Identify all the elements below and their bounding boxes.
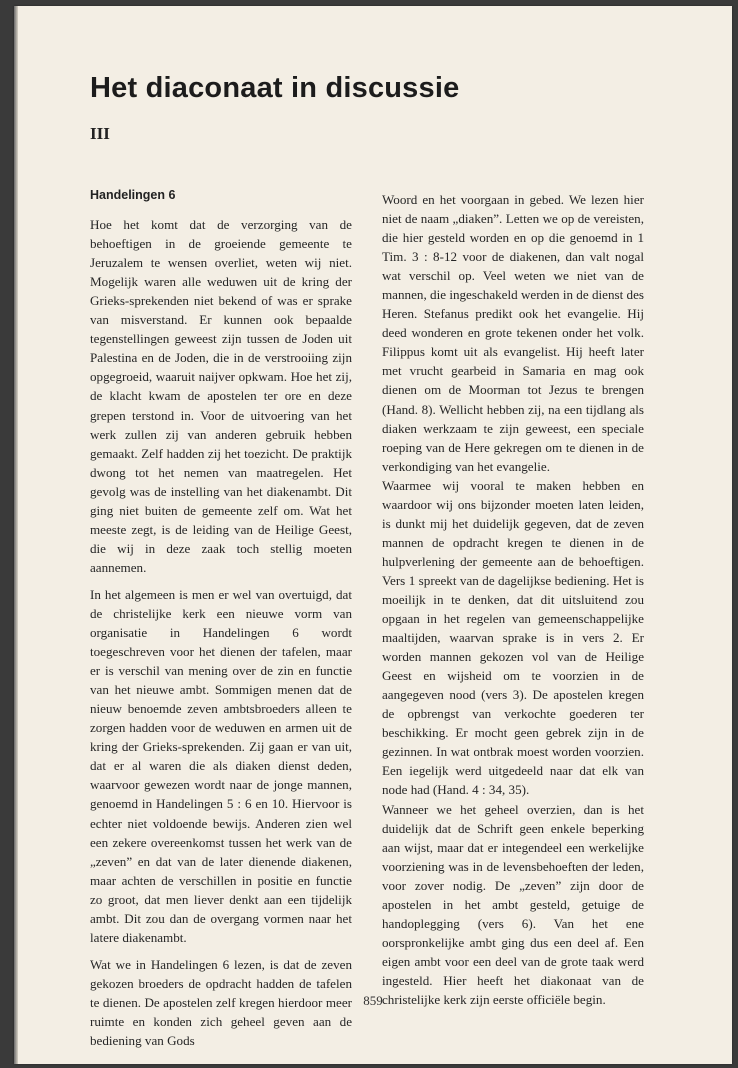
part-numeral: III: [90, 124, 110, 143]
right-column: [382, 190, 644, 1009]
paragraph: In het algemeen is men er wel van overtuigd, dat de christelijke kerk een nieuwe vorm van organisatie in Handelingen 6 wordt toegeschreven voor het dienen der tafelen, maar er is verschil van mening over de zin en functie van het nieuwe ambt. Sommigen menen dat de nieuw benoemde zeven ambtsbroeders alleen te zorgen hadden voor de weduwen en armen uit de kring der Grieks-sprekenden. Zij gaan er van uit, dat er al waren die als diaken dienst deden, waarvoor gewezen wordt naar de jonge mannen, genoemd in Handelingen 5 : 6 en 10. Hiervoor is echter niet voldoende bewijs. Anderen zien wel een zekere overeenkomst tussen het werk van de „zeven” en dat van de later dienende diakenen, maar achten de verschillen in positie en functie zo groot, dat men liever denkt aan een tijdelijk ambt. Dit zou dan de overgang vormen naar het latere diakenambt.: [90, 586, 352, 945]
article-title: Het diaconaat in discussie: [90, 72, 460, 104]
paragraph: Hoe het komt dat de verzorging van de behoeftigen in de groeiende gemeente te Jeruzalem te wensen overliet, weten wij niet. Mogelijk waren alle weduwen uit de kring der Grieks-sprekenden niet bekend of was er sprake van misverstand. Er kunnen ook bepaalde tegenstellingen geweest zijn tussen de Joden uit Palestina en de Joden, die in de verstrooiing zijn opgegroeid, waaruit naijver opkwam. Hoe het zij, de klacht kwam de apostelen ter ore en deze grepen terstond in. Voor de uitvoering van het werk zullen zij van anderen gebruik hebben gemaakt. Zelf hadden zij het toezicht. De praktijk dwong tot het nemen van maatregelen. Het gevolg was de instelling van het diakenambt. Dit ging niet buiten de gemeente zelf om. Wat het meeste zegt, is de leiding van de Heilige Geest, die wij in deze zaak toch stellig moeten aannemen.: [90, 217, 352, 575]
left-column: [90, 186, 352, 1050]
section-heading: Handelingen 6: [90, 188, 176, 202]
page-number: 859: [363, 993, 383, 1008]
paragraph: Waarmee wij vooral te maken hebben en waardoor wij ons bijzonder moeten laten leiden, is dunkt mij het duidelijk gegeven, dat de zeven mannen de opdracht kregen te dienen in de hulpverlening der gemeente aan de behoeftigen. Vers 1 spreekt van de dagelijkse bediening. Het is moeilijk in te denken, dat dit uitsluitend zou opgaan in het regelen van gemeenschappelijke maaltijden, waarvan sprake is in vers 2. Er worden mannen gekozen vol van de Heilige Geest en wijsheid om te voorzien in de aangegeven nood (vers 3). De apostelen kregen de opbrengst van verkochte goederen ter beschikking. Er mocht geen gebrek zijn in de gezinnen. In wat ontbrak moest worden voorzien. Een iegelijk werd uitgedeeld naar dat elk van node had (Hand. 4 : 34, 35).: [382, 477, 644, 798]
page-spine-shadow: [14, 6, 18, 1064]
paragraph: Wanneer we het geheel overzien, dan is het duidelijk dat de Schrift geen enkele beperking aan wijst, maar dat er integendeel een werkelijke voorziening was in de levensbehoeften der leden, voor zover nodig. De „zeven” zijn door de apostelen in het ambt gesteld, getuige de handoplegging (vers 6). Van het ene oorspronkelijke ambt ging dus een deel af. Een eigen ambt voor een deel van de grote taak werd ingesteld. Hier heeft het diakonaat van de christelijke kerk zijn eerste officiële begin.: [382, 801, 644, 1007]
paragraph: Wat we in Handelingen 6 lezen, is dat de zeven gekozen broeders de opdracht hadden de tafelen te dienen. De apostelen zelf kregen hierdoor meer ruimte en konden zich geheel geven aan de bediening van Gods: [90, 956, 352, 1049]
document-page: [14, 6, 732, 1064]
paragraph: Woord en het voorgaan in gebed. We lezen hier niet de naam „diaken”. Letten we op de vereisten, die hier gesteld worden en op die genoemd in 1 Tim. 3 : 8-12 voor de diakenen, dan valt nogal wat verschil op. Veel weten we niet van de mannen, die ingeschakeld werden in de dienst des Heren. Stefanus predikt ook het evangelie. Hij deed wonderen en grote tekenen onder het volk. Filippus komt uit als evangelist. Hij heeft later met vrucht gearbeid in Samaria en mag ook dienen om de Moorman tot Jezus te brengen (Hand. 8). Wellicht hebben zij, na een tijdlang als diaken werkzaam te zijn geweest, een speciale roeping van de Here gekregen om te dienen in de verkondiging van het evangelie.: [382, 192, 644, 474]
